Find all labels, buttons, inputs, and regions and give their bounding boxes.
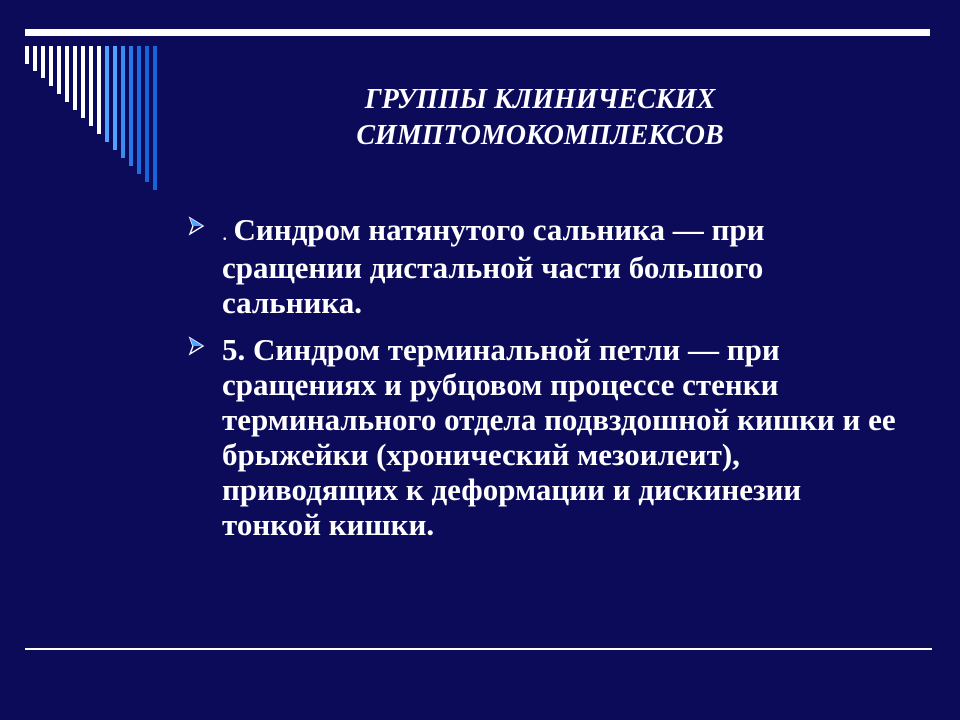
bullet-text: Синдром натянутого сальника — при сращении дистальной части большого сальника.: [222, 212, 765, 320]
stripe: [137, 46, 141, 174]
bullet-item: [186, 212, 906, 320]
title-line-1: ГРУППЫ КЛИНИЧЕСКИХ: [364, 84, 716, 115]
bullet-text: 5. Синдром терминальной петли — при сращениях и рубцовом процессе стенки терминального отдела подвздошной кишки и ее брыжейки (хронический мезоилеит), приводящих к деформации и дискинезии тонкой кишки.: [222, 332, 896, 542]
stripe: [113, 46, 117, 150]
stripe: [129, 46, 133, 166]
stripe: [97, 46, 101, 134]
stripe: [73, 46, 77, 110]
stripe: [49, 46, 53, 86]
bullet-prefix: .: [222, 220, 228, 245]
stripe: [25, 46, 29, 64]
chevron-bullet-icon: [186, 335, 208, 357]
stripe: [121, 46, 125, 158]
stripe: [89, 46, 93, 126]
stripe: [153, 46, 157, 190]
stripe: [41, 46, 45, 78]
slide-title: [270, 82, 810, 154]
stripe: [65, 46, 69, 102]
decorative-stripes: [0, 0, 200, 200]
chevron-bullet-icon: [186, 215, 208, 237]
stripe: [81, 46, 85, 118]
bullet-list: [186, 212, 906, 554]
stripe: [57, 46, 61, 94]
stripe: [105, 46, 109, 142]
stripe: [33, 46, 37, 71]
bullet-item: [186, 332, 906, 542]
stripe: [145, 46, 149, 182]
bottom-rule: [25, 648, 932, 650]
title-line-2: СИМПТОМОКОМПЛЕКСОВ: [356, 120, 724, 151]
